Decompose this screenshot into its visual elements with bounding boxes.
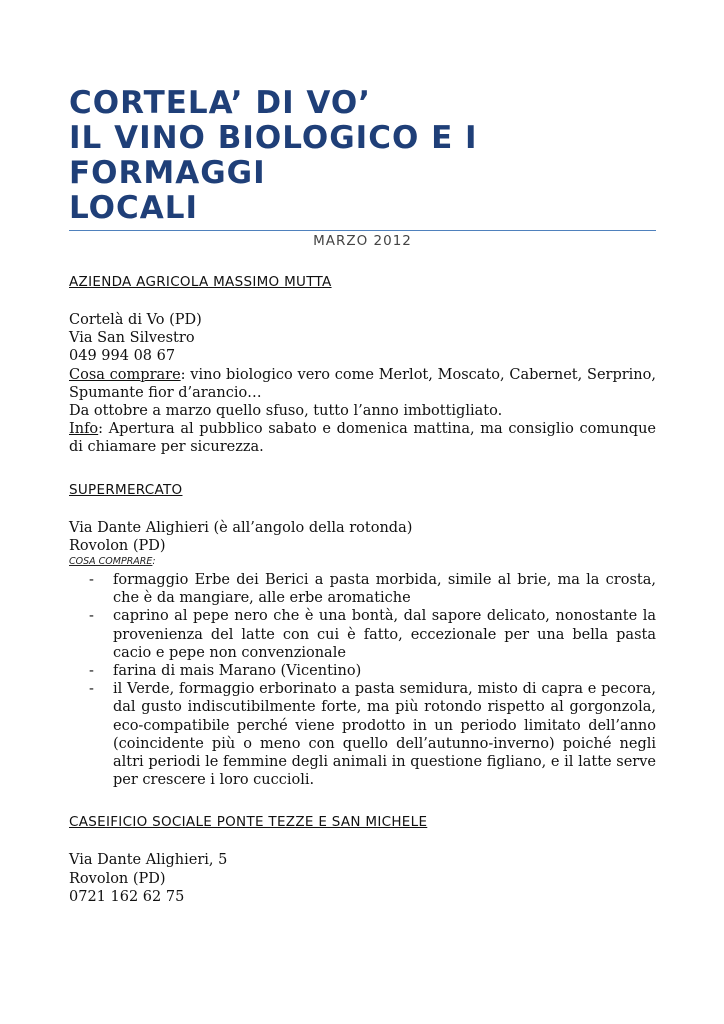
- buy-text: : vino biologico vero come Merlot, Moscato, Cabernet, Serprino, Spumante fior d’arancio…: [69, 366, 656, 401]
- title-line-2: IL VINO BIOLOGICO E I FORMAGGI: [69, 120, 478, 191]
- title-rule: [69, 230, 656, 231]
- phone-number: 049 994 08 67: [69, 348, 176, 365]
- section-heading-mutta: AZIENDA AGRICOLA MASSIMO MUTTA: [69, 274, 332, 290]
- list-item: [69, 571, 656, 607]
- list-item-text: formaggio Erbe dei Berici a pasta morbida, simile al brie, ma la crosta, che è da mangiare, alle erbe aromatiche: [113, 572, 656, 607]
- dash-bullet: -: [89, 663, 94, 680]
- dash-bullet: -: [89, 681, 94, 698]
- buy-label: COSA COMPRARE: [69, 556, 153, 568]
- list-item-text: il Verde, formaggio erborinato a pasta semidura, misto di capra e pecora, dal gusto indiscutibilmente forte, ma più rotondo rispetto al gorgonzola, eco-compatibile perché viene prodotto in un periodo limitato dell’anno (coincidente più o meno con quello dell’autunno-inverno) poiché negli altri periodi le femmine degli animali in questione figliano, e il latte serve per crescere i loro cuccioli.: [113, 681, 656, 789]
- phone-number: 0721 162 62 75: [69, 888, 185, 905]
- buy-label-small: [69, 555, 656, 569]
- address-line: Via San Silvestro: [69, 330, 195, 347]
- title-line-3: LOCALI: [69, 190, 199, 226]
- section-heading-caseificio: CASEIFICIO SOCIALE PONTE TEZZE E SAN MICHELE: [69, 814, 428, 831]
- list-item: [69, 607, 656, 662]
- buy-paragraph: [69, 366, 656, 402]
- section-heading-supermercato: SUPERMERCATO: [69, 481, 183, 498]
- address-line: Via Dante Alighieri, 5: [69, 852, 228, 869]
- address-line: Via Dante Alighieri (è all’angolo della rotonda): [69, 519, 413, 536]
- address-line: Cortelà di Vo (PD): [69, 312, 202, 328]
- dash-bullet: -: [89, 608, 94, 625]
- address-line: Rovolon (PD): [69, 870, 166, 887]
- product-list: [69, 571, 656, 789]
- document-date: MARZO 2012: [313, 233, 412, 249]
- info-label: Info: [69, 421, 99, 438]
- list-item-text: caprino al pepe nero che è una bontà, dal sapore delicato, nonostante la provenienza del latte con cui è fatto, eccezionale per una bella pasta cacio e pepe non convenzionale: [113, 608, 656, 661]
- info-text: : Apertura al pubblico sabato e domenica mattina, ma consiglio comunque di chiamare per sicurezza.: [69, 421, 656, 456]
- address-line: Rovolon (PD): [69, 537, 166, 554]
- title-line-1: CORTELA’ DI VO’: [69, 85, 372, 121]
- info-paragraph: [69, 420, 656, 456]
- buy-label-colon: :: [152, 556, 156, 568]
- dash-bullet: -: [89, 572, 94, 589]
- note-text: Da ottobre a marzo quello sfuso, tutto l’anno imbottigliato.: [69, 403, 503, 420]
- document-title: [69, 0, 656, 226]
- list-item-text: farina di mais Marano (Vicentino): [113, 663, 362, 680]
- document-page: [69, 0, 656, 906]
- list-item: [69, 662, 656, 680]
- buy-label: Cosa comprare: [69, 366, 181, 383]
- list-item: [69, 680, 656, 789]
